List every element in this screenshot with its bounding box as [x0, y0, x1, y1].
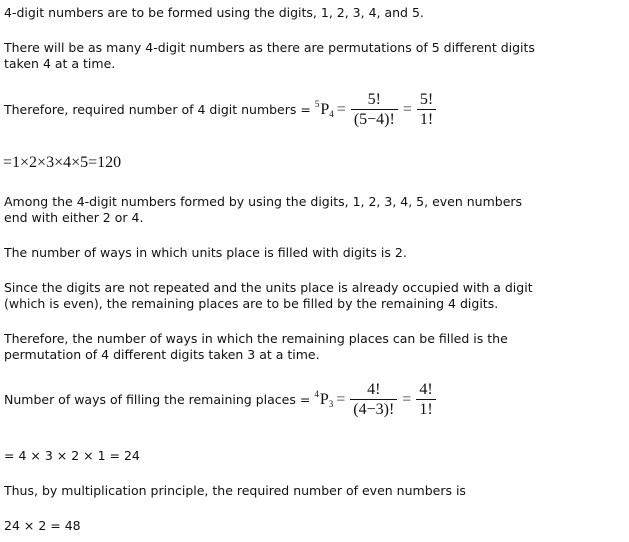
formula-row-total [4, 90, 438, 130]
equals-sign: = [300, 102, 311, 117]
final-answer: 24 × 2 = 48 [4, 518, 81, 533]
permutation-n: 5 [314, 99, 320, 109]
fraction-denominator: 1! [417, 109, 436, 130]
paragraph-units-place: The number of ways in which units place is filled with digits is 2. [4, 245, 407, 260]
permutation-r: 3 [328, 399, 334, 409]
permutation-symbol: P [320, 101, 330, 118]
paragraph-therefore-line2: permutation of 4 different digits taken 3 at a time. [4, 347, 320, 362]
permutation-r: 4 [329, 109, 334, 119]
permutation-n: 4 [314, 389, 319, 399]
permutation-symbol: P [319, 391, 329, 408]
formula-label-remaining: Number of ways of filling the remaining places [4, 392, 296, 407]
equals-sign: = [336, 391, 346, 408]
formula-row-remaining [4, 380, 438, 420]
formula-product-24: = 4 × 3 × 2 × 1 = 24 [4, 448, 140, 463]
paragraph-even-line2: end with either 2 or 4. [4, 210, 144, 225]
fraction-denominator: (4−3)! [350, 399, 397, 420]
paragraph-multiplication-principle: Thus, by multiplication principle, the required number of even numbers is [4, 483, 466, 498]
paragraph-remaining-line2: (which is even), the remaining places are to be filled by the remaining 4 digits. [4, 296, 499, 311]
permutation-formula-4p3 [314, 380, 437, 420]
paragraph-intro: 4-digit numbers are to be formed using the digits, 1, 2, 3, 4, and 5. [4, 5, 424, 20]
fraction-numerator: 4! [367, 380, 381, 398]
fraction [350, 381, 397, 420]
equals-sign: = [336, 101, 346, 118]
permutation-formula-5p4 [315, 90, 438, 130]
equals-sign: = [402, 101, 412, 118]
fraction-denominator: 1! [416, 399, 435, 420]
paragraph-remaining-line1: Since the digits are not repeated and the units place is already occupied with a digit [4, 280, 533, 295]
fraction-denominator: (5−4)! [351, 109, 398, 130]
paragraph-even-line1: Among the 4-digit numbers formed by using the digits, 1, 2, 3, 4, 5, even numbers [4, 194, 523, 209]
fraction-numerator: 5! [419, 90, 434, 108]
fraction-numerator: 4! [419, 380, 433, 398]
fraction [416, 381, 435, 420]
paragraph-permutations-line2: taken 4 at a time. [4, 56, 116, 71]
formula-label-total: Therefore, required number of 4 digit numbers [4, 102, 297, 117]
fraction-numerator: 5! [367, 90, 381, 108]
fraction [351, 91, 398, 130]
equals-sign: = [402, 391, 412, 408]
paragraph-permutations-line1: There will be as many 4-digit numbers as there are permutations of 5 different digits [4, 40, 535, 55]
equals-sign: = [299, 392, 311, 407]
formula-product-120: =1×2×3×4×5=120 [3, 154, 122, 171]
fraction [417, 91, 436, 130]
paragraph-therefore-line1: Therefore, the number of ways in which the remaining places can be filled is the [4, 331, 508, 346]
